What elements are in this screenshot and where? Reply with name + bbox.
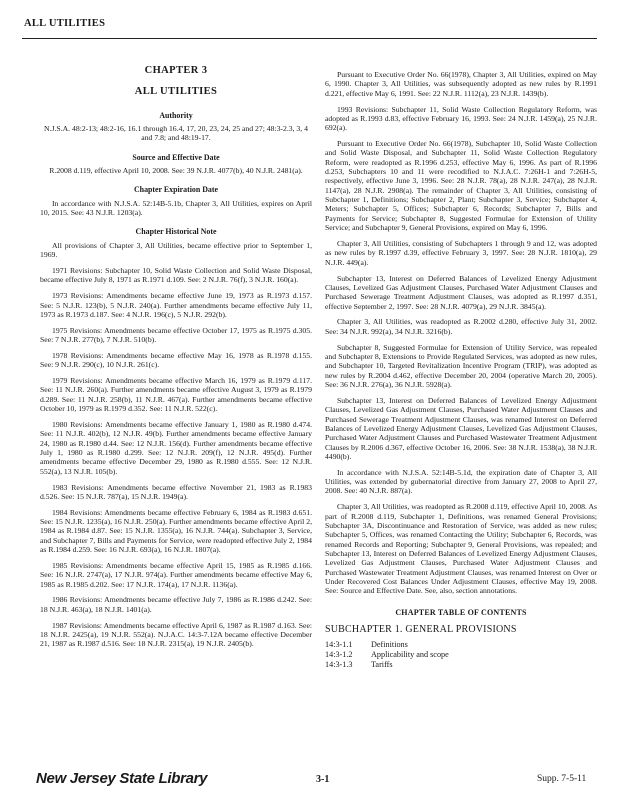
page-number: 3-1 <box>316 774 330 785</box>
toc-entry[interactable] <box>325 650 597 660</box>
toc-subchapter: SUBCHAPTER 1. GENERAL PROVISIONS <box>325 624 517 636</box>
history-paragraph: 1987 Revisions: Amendments became effective April 6, 1987 as R.1987 d.163. See: 18 N.J.R. 2425(a), 19 N.J.R. 552(a). N.J.A.C. 14:3-7.12A became effective December 21, 1987 as R.1987 d.516. See: 18 N.J.R. 2315(a), 19 N.J.R. 2405(b). <box>40 620 312 649</box>
history-paragraph: Pursuant to Executive Order No. 66(1978), Subchapter 10, Solid Waste Collection and Solid Waste Disposal, and Subchapter 11, Solid Waste Collection Regulatory Reform, were readopted as R.1996 d.253, effective May 6, 1996. As part of R.1996 d.253, Subchapters 10 and 11 were recodified to N.J.A.C. 7:26H-1 and 7:26H-5, respectively, effective June 3, 1996. See: 28 N.J.R. 78(a), 28 N.J.R. 247(a), 28 N.J.R. 1147(a), 28 N.J.R. 2908(a). The remainder of Chapter 3, All Utilities, consisting of Subchapter 1, Definitions; Subchapter 2, Plant; Subchapter 3, Service; Subchapter 4, Meters; Subchapter 5, Offices; Subchapter 6, Records; Subchapter 7, Bills and Payments for Service; Subchapter 8, Suggested Formulae for Extension of Utility Service; and Subchapter 9, General Provisions, expired on May 6, 1996. <box>325 139 597 233</box>
history-paragraph: 1978 Revisions: Amendments became effective May 16, 1978 as R.1978 d.155. See: 9 N.J.R. 290(c), 10 N.J.R. 261(c). <box>40 350 312 370</box>
history-paragraph: 1983 Revisions: Amendments became effective November 21, 1983 as R.1983 d.526. See: 15 N.J.R. 787(a), 15 N.J.R. 1949(a). <box>40 482 312 501</box>
history-paragraph: 1984 Revisions: Amendments became effective February 6, 1984 as R.1983 d.651. See: 15 N.J.R. 1235(a), 16 N.J.R. 250(a). Further amendments became effective April 2, 1984 as R.1984 d.87. See: 15 N.J.R. 1355(a), 16 N.J.R. 744(a). Subchapter 3, Service, and Subchapter 7, Bills and Payments for Service, were readopted effective July 2, 1984 as R.1984 d.259. See: 16 N.J.R. 693(a), 16 N.J.R. 1807(a). <box>40 507 312 555</box>
history-paragraph: Subchapter 13, Interest on Deferred Balances of Levelized Energy Adjustment Clauses, Levelized Gas Adjustment Clauses, Purchased Water Adjustment Clauses and Purchased Sewerage Treatment Adjustment Clauses, was renamed Interest on Deferred Balances of Levelized Energy Adjustment Clauses, Levelized Gas Adjustment Clauses, Purchased Water Adjustment Clauses and Purchased Wastewater Treatment Adjustment Clauses by R.2006 d.367, effective October 16, 2006. See: 38 N.J.R. 1538(a), 38 N.J.R. 4490(b). <box>325 395 597 461</box>
history-paragraph: Chapter 3, All Utilities, was readopted as R.2008 d.119, effective April 10, 2008. As part of R.2008 d.119, Subchapter 1, Definitions, was renamed General Provisions; Subchapter 3A, Discontinuance and Restoration of Service, was added as new rules; Subchapter 5, Offices, was renamed Contacting the Utility; Subchapter 6, Records, was renamed Records and Reporting; Subchapter 9, General Provisions, was repealed; and Subchapter 13, Interest on Deferred Balances of Levelized Energy Adjustment Clauses, Levelized Gas Adjustment Clauses, Purchased Water Adjustment Clauses and Purchased Wastewater Treatment Adjustment Clauses, was renamed Interest on Over or Under Recovered Cost Balances Under Adjustment Clauses, effective May 19, 2008. See: Source and Effective Date. See, also, section annotations. <box>325 502 597 596</box>
history-paragraph: Subchapter 13, Interest on Deferred Balances of Levelized Energy Adjustment Clauses, Levelized Gas Adjustment Clauses, Purchased Water Adjustment Clauses and Purchased Sewerage Treatment Adjustment Clauses, was adopted as R.1997 d.351, effective September 2, 1997. See: 28 N.J.R. 4079(a), 29 N.J.R. 3845(a). <box>325 273 597 311</box>
history-paragraph: Chapter 3, All Utilities, was readopted as R.2002 d.280, effective July 31, 2002. See: 34 N.J.R. 992(a), 34 N.J.R. 3216(b). <box>325 317 597 336</box>
history-paragraph: 1975 Revisions: Amendments became effective October 17, 1975 as R.1975 d.305. See: 7 N.J.R. 277(b), 7 N.J.R. 510(b). <box>40 325 312 345</box>
history-paragraph: All provisions of Chapter 3, All Utilities, became effective prior to September 1, 1969. <box>40 240 312 260</box>
expiration-heading: Chapter Expiration Date <box>133 185 219 195</box>
history-paragraph: 1993 Revisions: Subchapter 11, Solid Waste Collection Regulatory Reform, was adopted as R.1993 d.83, effective February 16, 1993. See: 24 N.J.R. 1459(a), 25 N.J.R. 692(a). <box>325 104 597 133</box>
expiration-text: In accordance with N.J.S.A. 52:14B-5.1b, Chapter 3, All Utilities, expires on April 10, 2015. See: 43 N.J.R. 1203(a). <box>40 198 312 218</box>
running-head: ALL UTILITIES <box>24 18 106 29</box>
toc-entry-number: 14:3-1.3 <box>325 659 353 669</box>
left-column <box>40 66 312 655</box>
history-paragraph: 1971 Revisions: Subchapter 10, Solid Waste Collection and Solid Waste Disposal, became effective July 8, 1971 as R.1971 d.109. See: 2 N.J.R. 76(f), 3 N.J.R. 160(a). <box>40 265 312 285</box>
authority-text: N.J.S.A. 48:2-13; 48:2-16, 16.1 through 16.4, 17, 20, 23, 24, 25 and 27; 48:3-2.3, 3, 4 and 7.8; and 48:19-17. <box>44 124 308 143</box>
toc-entry-number: 14:3-1.1 <box>325 640 353 650</box>
authority-heading: Authority <box>159 110 193 120</box>
header-rule <box>22 38 597 39</box>
chapter-subtitle: ALL UTILITIES <box>134 86 218 98</box>
source-text: R.2008 d.119, effective April 10, 2008. See: 39 N.J.R. 4077(b), 40 N.J.R. 2481(a). <box>49 166 303 176</box>
toc-entry-title: Tariffs <box>371 659 393 669</box>
toc-entry[interactable] <box>325 660 597 670</box>
toc-entry-number: 14:3-1.2 <box>325 649 353 659</box>
history-paragraph: 1985 Revisions: Amendments became effective April 15, 1985 as R.1985 d.166. See: 16 N.J.R. 2747(a), 17 N.J.R. 974(a). Further amendments became effective May 6, 1985 as R.1985 d.202. See: 17 N.J.R. 174(a), 17 N.J.R. 1136(a). <box>40 560 312 589</box>
history-paragraph: 1979 Revisions: Amendments became effective March 16, 1979 as R.1979 d.117. See: 11 N.J.R. 260(a). Further amendments became effective August 3, 1979 as R.1979 d.289. See: 11 N.J.R. 258(b), 11 N.J.R. 467(a). Further amendments became effective October 10, 1979 as R.1979 d.352. See: 11 N.J.R. 522(c). <box>40 376 312 414</box>
toc-entry-title: Definitions <box>371 640 408 650</box>
history-paragraph: Pursuant to Executive Order No. 66(1978), Chapter 3, All Utilities, expired on May 6, 1990. Chapter 3, All Utilities, was subsequently adopted as new rules by R.1991 d.221, effective May 6, 1991. See: 22 N.J.R. 1112(a), 23 N.J.R. 1439(b). <box>325 70 597 98</box>
library-name: New Jersey State Library <box>36 770 208 787</box>
toc-title: CHAPTER TABLE OF CONTENTS <box>395 607 527 617</box>
source-heading: Source and Effective Date <box>132 152 220 162</box>
history-paragraph: Chapter 3, All Utilities, consisting of Subchapters 1 through 9 and 12, was adopted as new rules by R.1997 d.39, effective February 3, 1997. See: 28 N.J.R. 1810(a), 29 N.J.R. 449(a). <box>325 239 597 267</box>
history-heading: Chapter Historical Note <box>135 227 217 237</box>
history-paragraph: 1986 Revisions: Amendments became effective July 7, 1986 as R.1986 d.242. See: 18 N.J.R. 463(a), 18 N.J.R. 1401(a). <box>40 595 312 614</box>
history-paragraph: In accordance with N.J.S.A. 52:14B-5.1d, the expiration date of Chapter 3, All Utilities, was extended by gubernatorial directive from January 27, 2008 to April 27, 2008. See: 40 N.J.R. 887(a). <box>325 467 597 496</box>
supplement-date: Supp. 7-5-11 <box>537 774 587 784</box>
toc-entry-title: Applicability and scope <box>371 649 449 659</box>
chapter-title: CHAPTER 3 <box>144 65 208 76</box>
right-column <box>325 70 597 669</box>
history-paragraph: Subchapter 8, Suggested Formulae for Extension of Utility Service, was repealed and Subchapter 8, Extensions to Provide Regulated Services, was adopted as new rules, and Subchapter 10, Targeted Revitalization Incentive Program (TRIP), was adopted as new rules by R.2004 d.462, effective December 20, 2004 (operative March 20, 2005). See: 36 N.J.R. 276(a), 36 N.J.R. 5928(a). <box>325 342 597 389</box>
toc-entry[interactable] <box>325 640 597 650</box>
history-paragraph: 1973 Revisions: Amendments became effective June 19, 1973 as R.1973 d.157. See: 5 N.J.R. 123(b), 5 N.J.R. 240(a). Further amendments became effective July 11, 1973 as R.1973 d.187. See: 4 N.J.R. 196(c), 5 N.J.R. 292(b). <box>40 291 312 319</box>
history-paragraph: 1980 Revisions: Amendments became effective January 1, 1980 as R.1980 d.474. See: 11 N.J.R. 402(b), 12 N.J.R. 49(b). Further amendments became effective January 24, 1980 as R.1980 d.44. See: 12 N.J.R. 156(d). Further amendments became effective July 1, 1980 as R.1980 d.299. See: 12 N.J.R. 209(f), 12 N.J.R. 495(d). Further amendments became effective December 29, 1980 as R.1980 d.555. See: 12 N.J.R. 552(a), 13 N.J.R. 105(b). <box>40 419 312 476</box>
